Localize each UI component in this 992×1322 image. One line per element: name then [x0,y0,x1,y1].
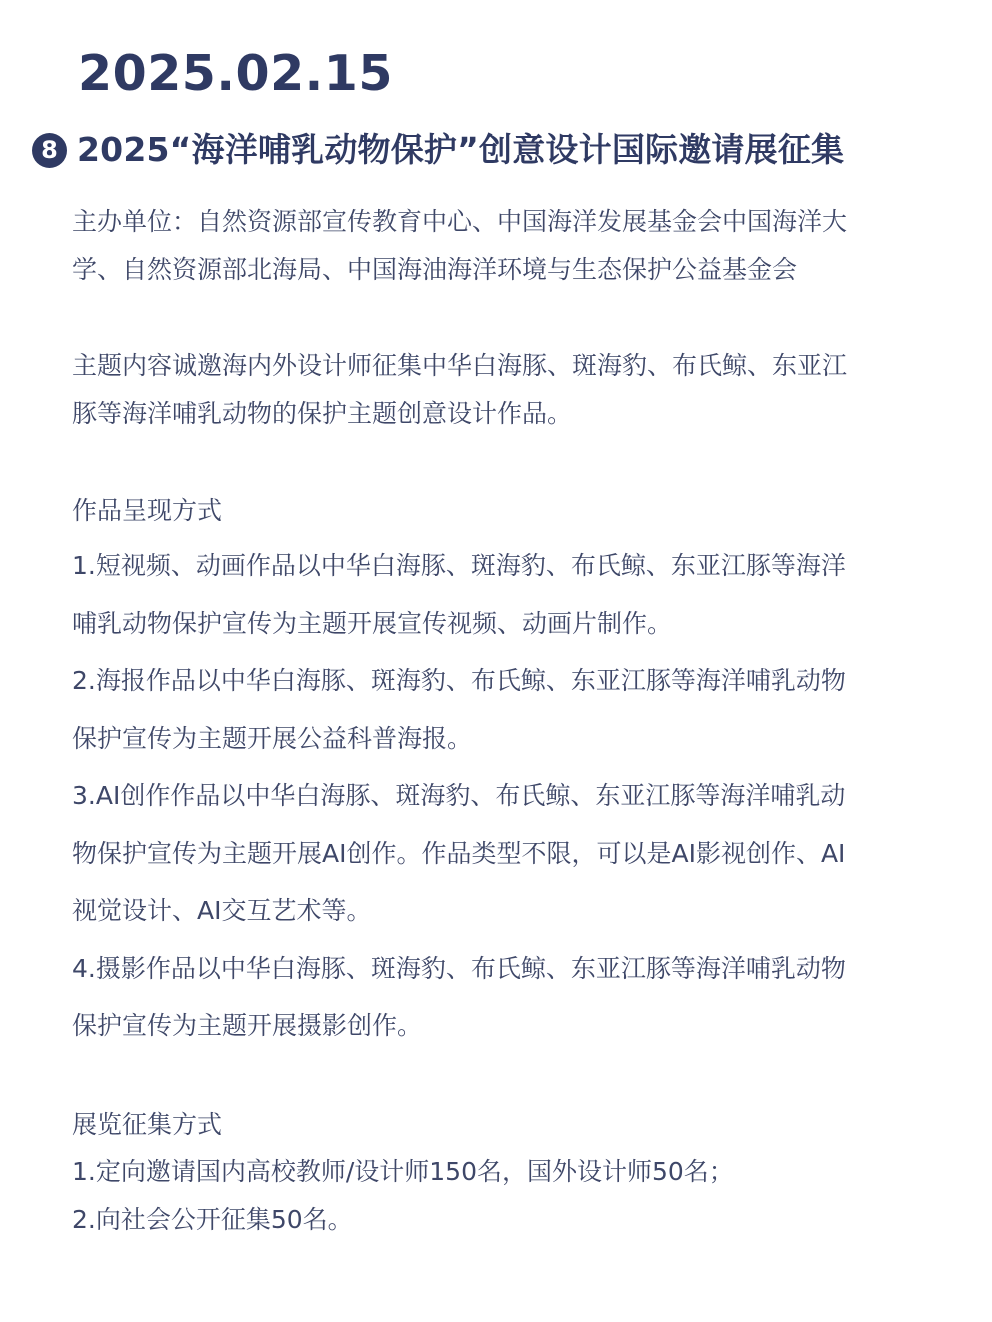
works-list [72,537,922,1055]
theme-line: 豚等海洋哺乳动物的保护主题创意设计作品。 [72,399,573,428]
organizers-paragraph [72,198,922,294]
exhibition-line: 1.定向邀请国内高校教师/设计师150名，国外设计师50名； [72,1157,734,1186]
exhibition-heading: 展览征集方式 [72,1110,223,1139]
works-line: 保护宣传为主题开展公益科普海报。 [72,723,473,753]
works-heading: 作品呈现方式 [72,496,223,525]
organizers-line: 学、自然资源部北海局、中国海油海洋环境与生态保护公益基金会 [72,255,798,284]
exhibition-list [72,1148,922,1244]
section-heading [32,126,844,174]
date-title: 2025.02.15 [78,45,393,102]
theme-paragraph [72,342,922,438]
exhibition-line: 2.向社会公开征集50名。 [72,1205,353,1234]
organizers-line: 主办单位：自然资源部宣传教育中心、中国海洋发展基金会中国海洋大 [72,207,848,236]
number-badge: 8 [32,133,67,168]
works-line: 保护宣传为主题开展摄影创作。 [72,1011,423,1040]
works-line: 1.短视频、动画作品以中华白海豚、斑海豹、布氏鲸、东亚江豚等海洋 [72,551,846,580]
works-line: 哺乳动物保护宣传为主题开展宣传视频、动画片制作。 [72,608,673,638]
works-line: 2.海报作品以中华白海豚、斑海豹、布氏鲸、东亚江豚等海洋哺乳动物 [72,666,846,695]
works-line: 物保护宣传为主题开展AI创作。作品类型不限，可以是AI影视创作、AI [72,838,846,868]
works-line: 3.AI创作作品以中华白海豚、斑海豹、布氏鲸、东亚江豚等海洋哺乳动 [72,781,846,810]
theme-line: 主题内容诚邀海内外设计师征集中华白海豚、斑海豹、布氏鲸、东亚江 [72,351,848,380]
section-title: 2025“海洋哺乳动物保护”创意设计国际邀请展征集 [77,130,845,169]
works-line: 4.摄影作品以中华白海豚、斑海豹、布氏鲸、东亚江豚等海洋哺乳动物 [72,953,846,983]
works-line: 视觉设计、AI交互艺术等。 [72,896,372,925]
